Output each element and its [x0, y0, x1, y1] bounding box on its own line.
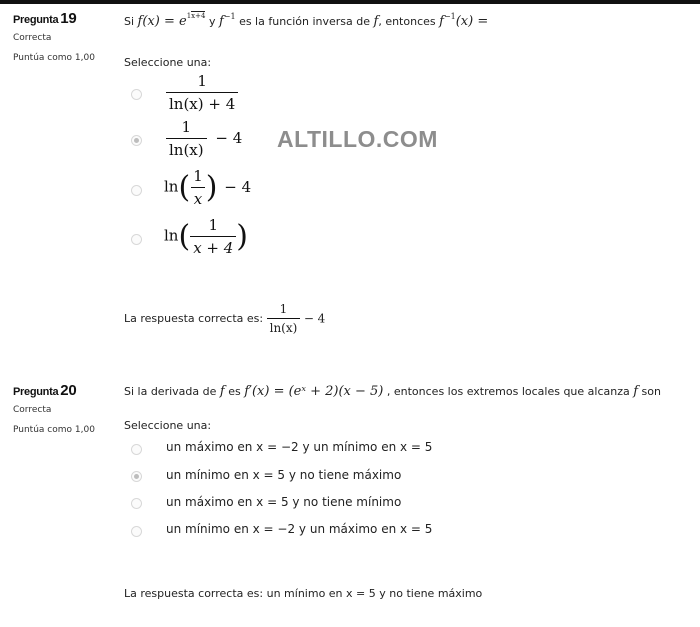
option-c[interactable]: un máximo en x = 5 y no tiene mínimo: [166, 495, 402, 509]
answer-tail: − 4: [303, 311, 326, 326]
option-radio-b[interactable]: [131, 471, 142, 482]
option-a[interactable]: [166, 72, 238, 113]
select-prompt: Seleccione una:: [124, 56, 212, 69]
numerator: 1: [193, 167, 203, 185]
option-b[interactable]: un mínimo en x = 5 y no tiene máximo: [166, 468, 402, 482]
option-tail: − 4: [224, 177, 252, 196]
question-num: 19: [60, 10, 77, 27]
question-info-19: [13, 10, 113, 63]
right-paren: ): [236, 219, 249, 254]
exponent-denominator: x+4: [191, 12, 206, 20]
option-radio-c[interactable]: [131, 498, 142, 509]
fraction: [190, 167, 206, 208]
text-segment: Si: [124, 15, 135, 28]
question-number: [13, 10, 113, 27]
correct-answer-20: [124, 587, 482, 600]
numerator: 1: [279, 302, 288, 316]
denominator: x + 4: [190, 236, 236, 257]
question-text: [124, 12, 684, 31]
denominator: x: [191, 187, 205, 208]
math-superscript: −1: [443, 12, 456, 21]
math-f: f: [219, 384, 225, 399]
text-segment: , entonces los extremos locales que alcanza: [386, 385, 630, 398]
text-segment: y: [208, 15, 216, 28]
math-arg: (x) =: [455, 14, 489, 29]
question-state: Correcta: [13, 405, 52, 415]
denominator: ln(x): [166, 138, 207, 159]
question-number: [13, 382, 113, 399]
option-d[interactable]: un mínimo en x = −2 y un máximo en x = 5: [166, 522, 433, 536]
question-label: Pregunta: [13, 14, 59, 26]
math-f: f: [218, 14, 224, 29]
math-superscript: −1: [223, 12, 236, 21]
ln-text: ln: [164, 177, 179, 196]
math-function: f(x) = e: [137, 14, 187, 29]
option-b[interactable]: [166, 118, 242, 159]
numerator: 1: [208, 216, 219, 234]
select-prompt: Seleccione una:: [124, 419, 212, 432]
option-tail: − 4: [215, 128, 243, 147]
math-f: f: [373, 14, 379, 29]
denominator: ln(x): [267, 318, 301, 335]
question-text: [124, 384, 684, 400]
option-d[interactable]: [164, 216, 248, 257]
question-num: 20: [60, 382, 77, 399]
text-segment: son: [641, 385, 661, 398]
text-segment: Si la derivada de: [124, 385, 217, 398]
option-radio-c[interactable]: [131, 185, 142, 196]
question-state: Correcta: [13, 33, 52, 43]
fraction: [166, 72, 238, 113]
right-paren: ): [205, 170, 218, 205]
option-radio-a[interactable]: [131, 89, 142, 100]
denominator: ln(x) + 4: [166, 92, 238, 113]
option-radio-d[interactable]: [131, 234, 142, 245]
numerator: 1: [181, 118, 192, 136]
numerator: 1: [197, 72, 207, 90]
question-label: Pregunta: [13, 386, 59, 398]
option-a[interactable]: un máximo en x = −2 y un mínimo en x = 5: [166, 440, 433, 454]
left-paren: (: [178, 170, 191, 205]
question-grade: Puntúa como 1,00: [13, 425, 95, 435]
top-border: [0, 0, 700, 4]
answer-text: un mínimo en x = 5 y no tiene máximo: [266, 587, 483, 600]
math-derivative: f′(x) = (eˣ + 2)(x − 5): [244, 384, 384, 399]
question-info-20: [13, 382, 113, 435]
option-radio-a[interactable]: [131, 444, 142, 455]
text-segment: es la función inversa de: [239, 15, 371, 28]
question-content-19: [124, 12, 684, 31]
correct-answer-19: [124, 302, 325, 335]
option-c[interactable]: [164, 167, 251, 208]
answer-fraction: [267, 302, 301, 335]
fraction: [166, 118, 207, 159]
text-segment: , entonces: [378, 15, 436, 28]
math-f: f: [439, 14, 444, 29]
text-segment: es: [228, 385, 241, 398]
left-paren: (: [178, 219, 191, 254]
exponent-fraction: [187, 12, 206, 20]
option-radio-d[interactable]: [131, 526, 142, 537]
answer-label: La respuesta correcta es:: [124, 312, 264, 325]
fraction: [190, 216, 236, 257]
answer-label: La respuesta correcta es:: [124, 587, 264, 600]
watermark: ALTILLO.COM: [277, 126, 438, 152]
exponent-numerator: 1: [186, 12, 192, 20]
question-grade: Puntúa como 1,00: [13, 53, 95, 63]
option-radio-b[interactable]: [131, 135, 142, 146]
ln-text: ln: [164, 226, 179, 245]
question-content-20: [124, 384, 684, 400]
math-f: f: [633, 384, 639, 399]
